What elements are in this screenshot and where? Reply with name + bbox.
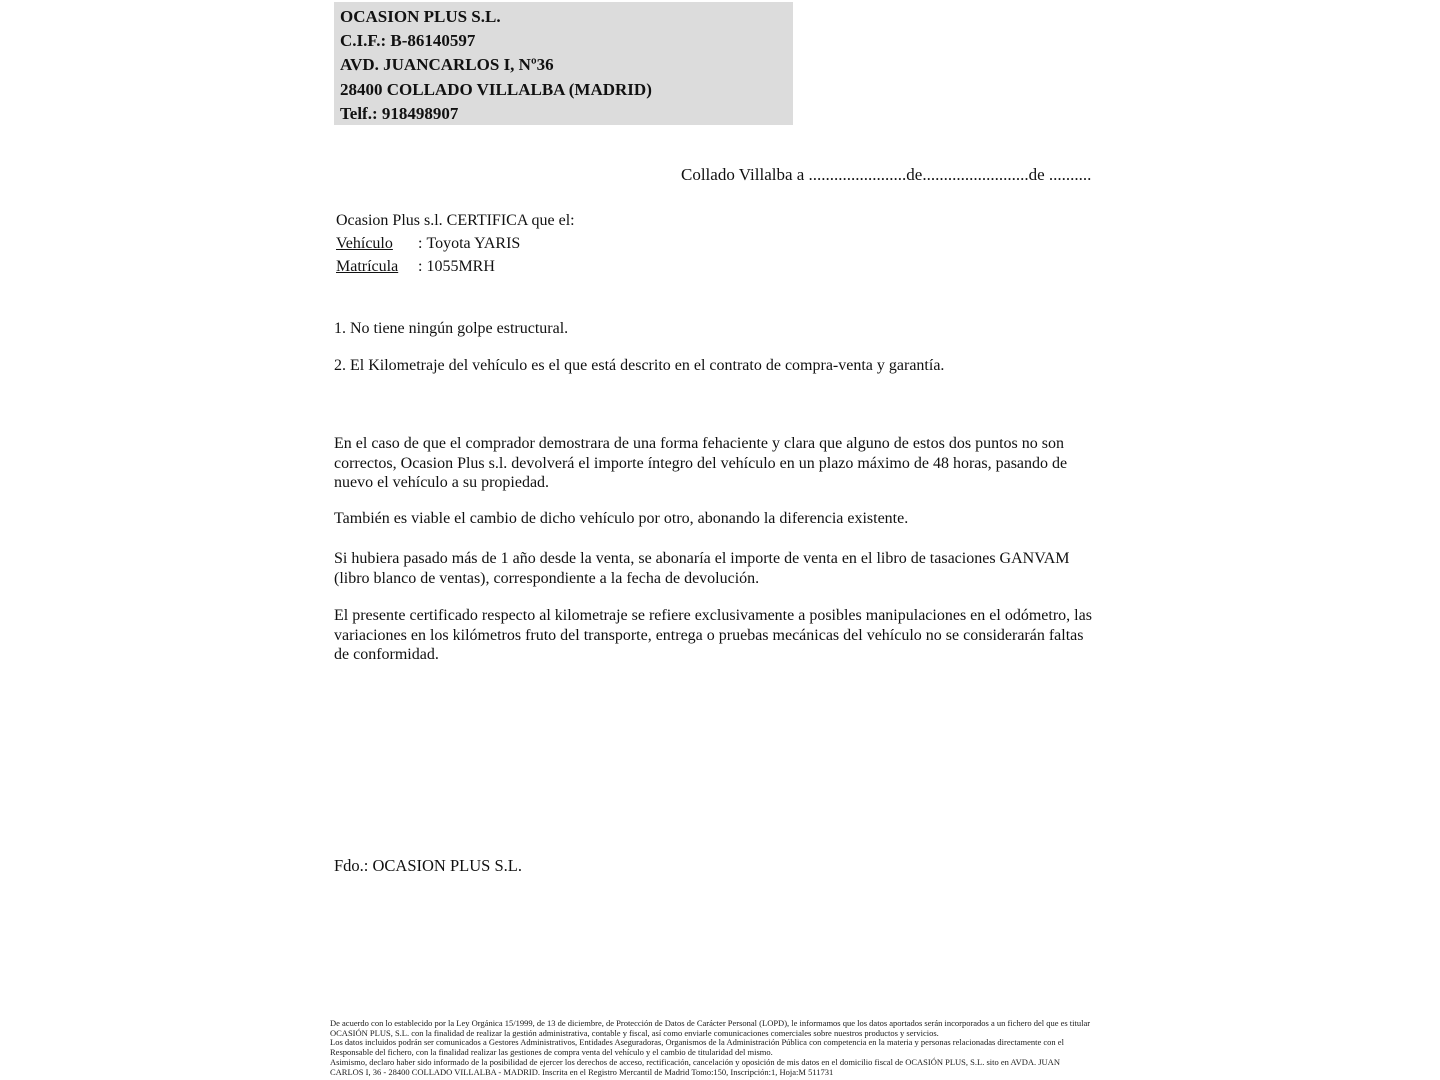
legal-line-responsible: Responsable del fichero, con la finalidad realizar las gestiones de compra venta del vehículo y el cambio de titularidad del mismo. — [330, 1047, 773, 1058]
plate-label: Matrícula — [336, 258, 399, 276]
legal-line-rights: Asimismo, declaro haber sido informado de la posibilidad de ejercer los derechos de acceso, rectificación, cancelación y oposición de mis datos en el domicilio fiscal de OCASIÓN PLUS, S.L. sito en AVDA. JUAN — [330, 1056, 1060, 1067]
point-mileage: 2. El Kilometraje del vehículo es el que está descrito en el contrato de compra-venta y garantía. — [334, 357, 945, 374]
signature-line: Fdo.: OCASION PLUS S.L. — [334, 856, 522, 875]
company-address: AVD. JUANCARLOS I, Nº36 — [340, 55, 554, 75]
legal-line-registry: CARLOS I, 36 - 28400 COLLADO VILLALBA - MADRID. Inscrita en el Registro Mercantil de Madrid Tomo:150, Inscripción:1, Hoja:M 511731 — [330, 1066, 834, 1077]
vehicle-value: Toyota YARIS — [426, 235, 521, 253]
plate-label-wrap — [336, 255, 418, 278]
paragraph-odometer-disclaimer: El presente certificado respecto al kilometraje se refiere exclusivamente a posibles manipulaciones en el odómetro, las variaciones en los kilómetros fruto del transporte, entrega o pruebas mecánicas del vehículo no se considerarán faltas de conformidad. — [334, 607, 1092, 663]
plate-value: 1055MRH — [426, 258, 495, 276]
paragraph-refund-policy: En el caso de que el comprador demostrara de una forma fehaciente y clara que alguno de estos dos puntos no son correctos, Ocasion Plus s.l. devolverá el importe íntegro del vehículo en un plazo máximo de 48 horas, pasando de nuevo el vehículo a su propiedad. — [334, 435, 1068, 491]
paragraph-ganvam-valuation: Si hubiera pasado más de 1 año desde la venta, se abonaría el importe de venta en el libro de tasaciones GANVAM (libro blanco de ventas), correspondiente a la fecha de devolución. — [334, 550, 1070, 587]
vehicle-field — [336, 232, 575, 255]
company-name: OCASION PLUS S.L. — [340, 7, 501, 26]
company-cif: C.I.F.: B-86140597 — [340, 31, 476, 51]
paragraph-exchange-option: También es viable el cambio de dicho vehículo por otro, abonando la diferencia existente. — [334, 510, 909, 527]
legal-footer — [330, 1019, 1110, 1077]
vehicle-separator: : — [418, 235, 423, 253]
vehicle-label-wrap — [336, 232, 418, 255]
plate-field — [336, 255, 575, 278]
legal-line-purpose: OCASIÓN PLUS, S.L. con la finalidad de realizar la gestión administrativa, contable y fiscal, así como enviarle comunicaciones comerciales sobre nuestros productos y servicios. — [330, 1027, 939, 1038]
point-structural-damage: 1. No tiene ningún golpe estructural. — [334, 320, 569, 337]
legal-line-data-sharing: Los datos incluidos podrán ser comunicados a Gestores Administrativos, Entidades Aseguradoras, Organismos de la Administración Pública con competencia en la materia y personas relacionadas directamente con el — [330, 1037, 1064, 1048]
vehicle-label: Vehículo — [336, 235, 393, 253]
date-line: Collado Villalba a .......................de.........................de .......... — [681, 165, 1092, 184]
legal-line-lopd: De acuerdo con lo establecido por la Ley Orgánica 15/1999, de 13 de diciembre, de Protección de Datos de Carácter Personal (LOPD), le informamos que los datos aportados serán incorporados a un fichero del que es titular — [330, 1018, 1091, 1028]
company-phone: Telf.: 918498907 — [340, 103, 459, 123]
company-city: 28400 COLLADO VILLALBA (MADRID) — [340, 79, 652, 99]
plate-separator: : — [418, 258, 423, 276]
company-header-box — [334, 2, 793, 125]
certificate-block — [336, 209, 575, 279]
certificate-intro: Ocasion Plus s.l. CERTIFICA que el: — [336, 212, 575, 229]
